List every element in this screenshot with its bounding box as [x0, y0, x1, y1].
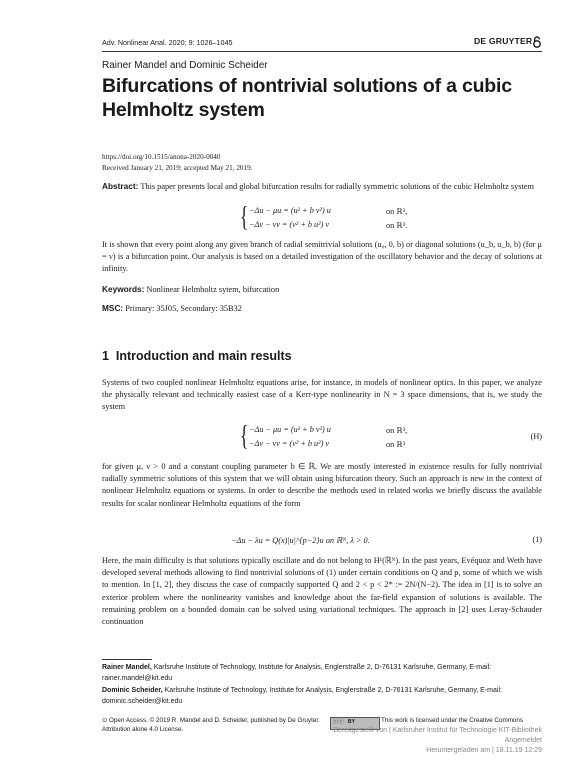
footnote-author-2	[102, 685, 542, 707]
open-access-icon	[532, 36, 542, 48]
abstract-text: This paper presents local and global bifurcation results for radially symmetric solutions of the cubic Helmholtz system	[140, 182, 534, 191]
license-left-text: Attribution alone 4.0 License.	[102, 725, 184, 733]
abstract-eq-line2: −Δv − νv = (v² + b u²) v	[249, 220, 330, 229]
section-heading	[102, 349, 292, 363]
cc-label: BY	[347, 719, 356, 725]
doi-link[interactable]: https://doi.org/10.1515/anona-2020-0040	[102, 153, 221, 161]
intro-paragraph-1: Systems of two coupled nonlinear Helmholtz equations arise, for instance, in models of nonlinear optics. In this paper, we analyze the physically relevant and technically easiest case of a Kerr-type nonlinearity in N = 3 space dimensions, that is, we study the system	[102, 378, 542, 412]
download-stamp-line-1: Bereitgestellt von | Karlsruher Institut für Technologie KIT-Bibliothek	[333, 727, 542, 734]
system-eq-domain2: on ℝ³	[386, 440, 406, 449]
system-eq-domain1: on ℝ³,	[386, 426, 408, 435]
keywords	[102, 283, 542, 296]
download-stamp-line-2: Angemeldet	[504, 737, 542, 744]
msc-label: MSC:	[102, 303, 124, 313]
footnote-author-2-text: Karlsruhe Institute of Technology, Institute for Analysis, Englerstraße 2, D-76131 Karlsruhe, Germany, E-mail: dominic.scheider@kit.edu	[102, 687, 502, 705]
footnote-author-1-text: Karlsruhe Institute of Technology, Institute for Analysis, Englerstraße 2, D-76131 Karlsruhe, Germany, E-mail: rainer.mandel@kit.edu	[102, 664, 492, 682]
equation-tag-H: (H)	[530, 432, 542, 441]
system-equation	[240, 420, 542, 453]
open-access-small-icon: ⊙	[102, 717, 108, 724]
intro-paragraph-2: for given μ, ν > 0 and a constant coupling parameter b ∈ ℝ. We are mostly interested in existence results for fully nontrivial radially symmetric solutions of this system that we will obtain using bifurcation theory. Such an approach is new in the context of nonlinear Helmholtz equations or systems. In order to describe the methods used in related works we briefly discuss the available results for scalar nonlinear Helmholtz equations of the form	[102, 462, 542, 508]
footnote-author-1-name: Rainer Mandel,	[102, 664, 152, 671]
authors: Rainer Mandel and Dominic Scheider	[102, 60, 268, 71]
abstract-eq-domain1: on ℝ³,	[386, 207, 408, 216]
msc	[102, 302, 542, 315]
section-title: Introduction and main results	[115, 349, 292, 363]
keywords-text: Nonlinear Helmholtz sytem, bifurcation	[146, 285, 280, 294]
system-eq-line2: −Δv − νv = (v² + b u²) v	[249, 439, 330, 448]
abstract-equation	[240, 201, 440, 234]
equation-1	[102, 535, 542, 547]
system-eq-line1: −Δu − μu = (u² + b v²) u	[249, 425, 331, 434]
section-number: 1	[102, 349, 109, 363]
open-access-text: Open Access. © 2019 R. Mandel and D. Scheider, published by De Gruyter.	[109, 717, 320, 724]
brace-icon: {	[240, 201, 249, 233]
abstract-continuation: It is shown that every point along any given branch of radial semitrivial solutions (u₀, 0, b) or diagonal solutions (u_b, u_b, b) (for μ = ν) is a bifurcation point. Our analysis is based on a detailed investigation of the oscillatory behavior and the decay of solutions at infinity.	[102, 240, 542, 274]
intro-paragraph-3: Here, the main difficulty is that solutions typically oscillate and do not belong to H¹(ℝᴺ). In the past years, Evéquoz and Weth have developed several methods allowing to find nontrivial solutions of (1) under certain conditions on Q and p, some of which we wish to mention. In [1, 2], they discuss the case of compactly supported Q and 2 < p < 2* := 2N/(N−2). The idea in [1] is to solve an exterior problem where the nonlinearity vanishes and knowledge about the far-field expansion of solutions is available. The remaining problem on a bounded domain can be solved using variational techniques. The approach in [2] uses Leray-Schauder continuation	[102, 556, 542, 627]
cc-icon: ⓒⓒ	[333, 719, 344, 725]
abstract	[102, 180, 542, 193]
abstract-label: Abstract:	[102, 181, 139, 191]
received-dates: Received January 21, 2019; accepted May 21, 2019.	[102, 164, 253, 172]
keywords-label: Keywords:	[102, 284, 145, 294]
license-right-text: This work is licensed under the Creative Commons	[381, 717, 524, 724]
publisher-logo: DE GRUYTER	[474, 36, 533, 46]
header-rule	[102, 51, 542, 52]
abstract-eq-domain2: on ℝ³.	[386, 221, 408, 230]
abstract-eq-line1: −Δu − μu = (u² + b v²) u	[249, 206, 331, 215]
brace-icon: {	[240, 420, 249, 452]
equation-1-body: −Δu − λu = Q(x)|u|^{p−2}u on ℝᴺ, λ > 0.	[231, 536, 370, 545]
footnote-author-1	[102, 662, 542, 684]
page-title: Bifurcations of nontrivial solutions of a cubic Helmholtz system	[102, 75, 512, 121]
journal-citation: Adv. Nonlinear Anal. 2020; 9: 1026–1045	[102, 38, 233, 47]
download-stamp-line-3: Heruntergeladen am | 18.11.19 12:29	[426, 747, 542, 754]
footnote-author-2-name: Dominic Scheider,	[102, 687, 163, 694]
equation-tag-1: (1)	[532, 535, 542, 544]
msc-text: Primary: 35J05, Secondary: 35B32	[125, 304, 242, 313]
footnote-rule	[102, 659, 152, 660]
